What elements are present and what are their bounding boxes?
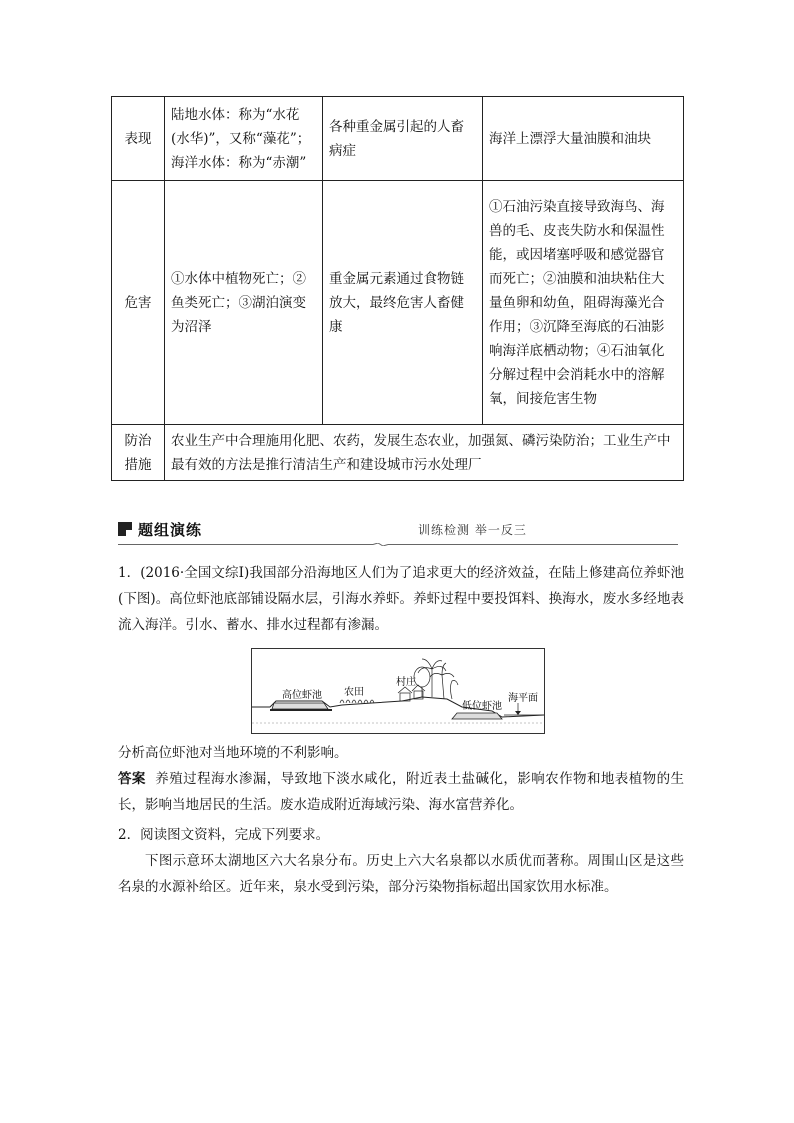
question-1-prompt: 分析高位虾池对当地环境的不利影响。 <box>118 745 348 761</box>
table-cell: 海洋上漂浮大量油膜和油块 <box>483 97 684 181</box>
row-label: 表现 <box>112 97 165 181</box>
section-header <box>118 519 678 549</box>
table-cell: 重金属元素通过食物链放大，最终危害人畜健康 <box>323 181 483 425</box>
row-label: 危害 <box>112 181 165 425</box>
farmland-label: 农田 <box>344 687 364 698</box>
answer-label: 答案 <box>118 771 146 787</box>
answer-text: 养殖过程海水渗漏，导致地下淡水咸化，附近表土盐碱化，影响农作物和地表植物的生长，影响当地居民的生活。废水造成附近海域污染、海水富营养化。 <box>118 771 685 813</box>
table-row <box>112 97 684 181</box>
square-icon <box>118 522 132 536</box>
shrimp-pond-diagram <box>252 649 544 733</box>
question-2-intro: 2．阅读图文资料，完成下列要求。 <box>118 827 330 843</box>
question-1-text: 1．(2016·全国文综Ⅰ)我国部分沿海地区人们为了追求更大的经济效益，在陆上修建高位养虾池(下图)。高位虾池底部铺设隔水层，引海水养虾。养虾过程中要投饵料、换海水，废水多经地表流入海洋。引水、蓄水、排水过程都有渗漏。 <box>118 565 684 633</box>
table-row <box>112 425 684 481</box>
answer-block <box>118 766 684 818</box>
table-row <box>112 181 684 425</box>
section-subtitle: 训练检测 举一反三 <box>418 523 527 537</box>
table-cell: ①石油污染直接导致海鸟、海兽的毛、皮丧失防水和保温性能，或因堵塞呼吸和感觉器官而死亡；②油膜和油块粘住大量鱼卵和幼鱼，阻碍海藻光合作用；③沉降至海底的石油影响海洋底栖动物；④石油氧化分解过程中会消耗水中的溶解氧，间接危害生物 <box>483 181 684 425</box>
sea-level-label: 海平面 <box>508 693 538 704</box>
section-title: 题组演练 <box>138 521 203 539</box>
table-cell: 各种重金属引起的人畜病症 <box>323 97 483 181</box>
table-cell: 陆地水体：称为“水花(水华)”，又称“藻花”；海洋水体：称为“赤潮” <box>165 97 323 181</box>
high-pond-label: 高位虾池 <box>282 690 322 701</box>
section-underline <box>118 543 678 546</box>
table-cell: ①水体中植物死亡；②鱼类死亡；③湖泊演变为沼泽 <box>165 181 323 425</box>
question-2-text: 下图示意环太湖地区六大名泉分布。历史上六大名泉都以水质优而著称。周围山区是这些名泉的水源补给区。近年来，泉水受到污染，部分污染物指标超出国家饮用水标准。 <box>118 853 684 895</box>
shrimp-pond-figure <box>251 648 545 734</box>
row-label: 防治措施 <box>112 425 165 481</box>
pollution-table <box>111 96 684 481</box>
low-pond-label: 低位虾池 <box>462 701 502 712</box>
village-label: 村庄 <box>396 677 416 688</box>
table-cell-merged: 农业生产中合理施用化肥、农药，发展生态农业，加强氮、磷污染防治；工业生产中最有效的方法是推行清洁生产和建设城市污水处理厂 <box>165 425 684 481</box>
